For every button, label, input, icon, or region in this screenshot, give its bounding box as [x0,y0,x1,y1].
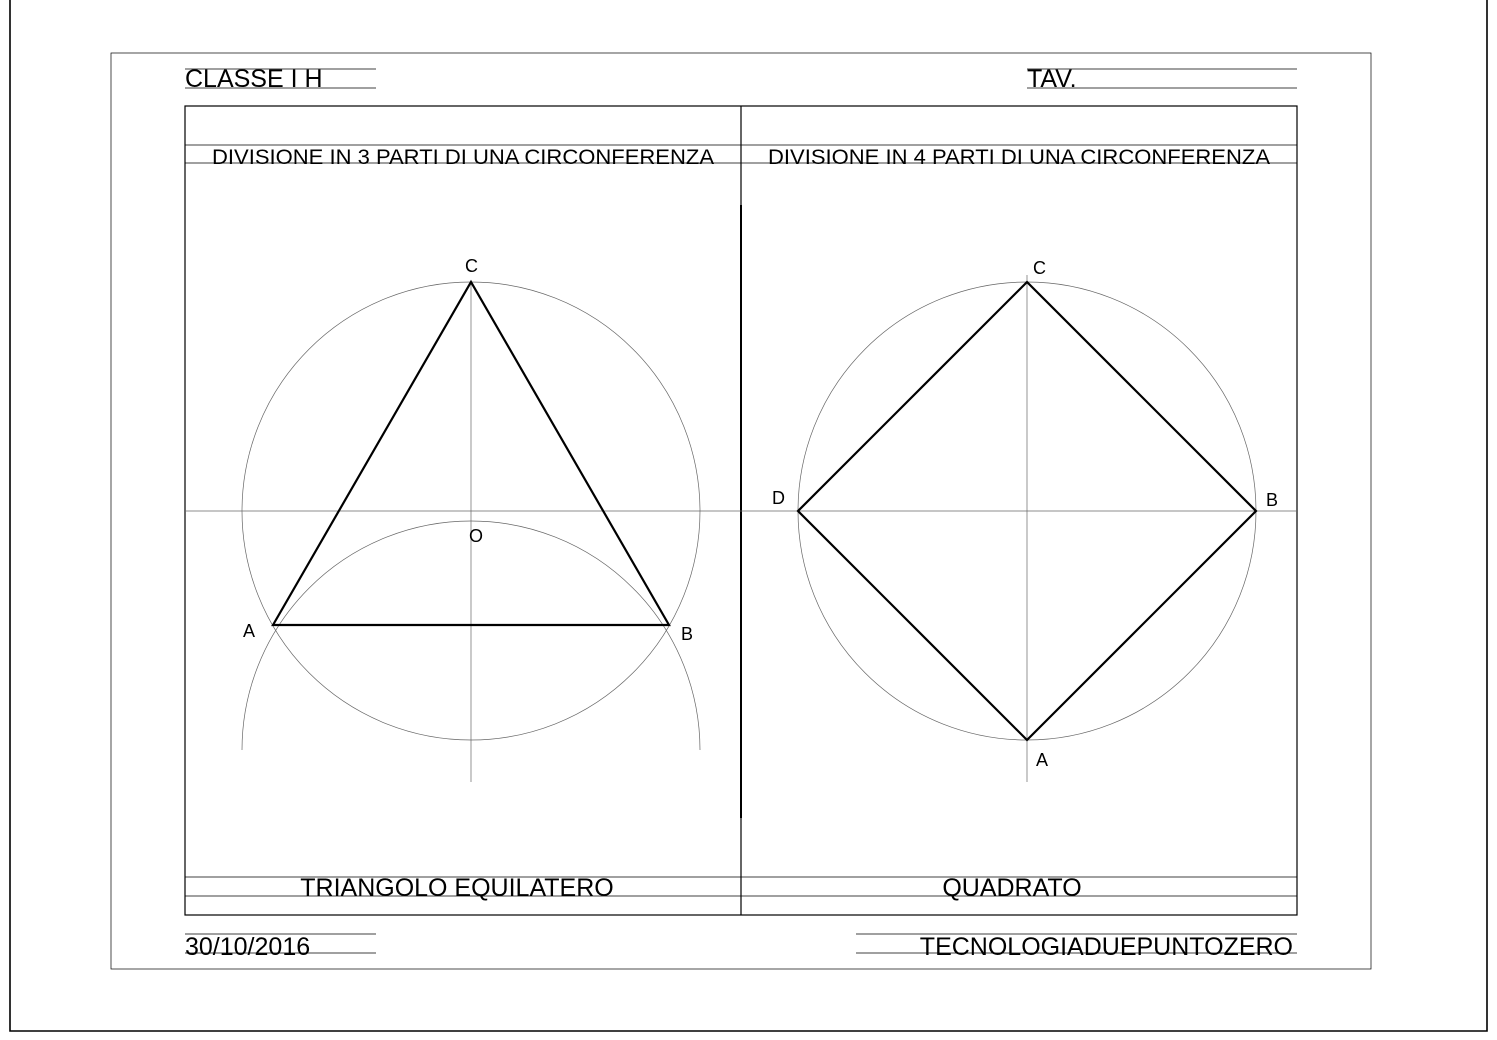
point-o-label: O [469,526,484,546]
footer [185,933,1297,961]
panel-1-title: DIVISIONE IN 3 PARTI DI UNA CIRCONFERENZA [212,146,714,169]
point-a-label: A [243,621,256,641]
point-a-label: A [1036,750,1049,770]
point-c-label: C [465,256,478,276]
point-d-label: D [772,488,785,508]
author-label: TECNOLOGIADUEPUNTOZERO [919,933,1293,961]
panel-2-title: DIVISIONE IN 4 PARTI DI UNA CIRCONFERENZA [768,146,1270,169]
header [185,65,1297,93]
point-b-label: B [681,624,694,644]
point-b-label: B [1266,490,1279,510]
panel-triangle [185,146,741,902]
point-c-label: C [1033,258,1046,278]
class-label: CLASSE I H [185,65,323,93]
panel-1-caption: TRIANGOLO EQUILATERO [300,874,614,902]
panel-square [741,146,1297,902]
date-label: 30/10/2016 [185,933,311,961]
plate-label: TAV. [1027,65,1077,93]
panel-2-caption: QUADRATO [942,874,1082,902]
